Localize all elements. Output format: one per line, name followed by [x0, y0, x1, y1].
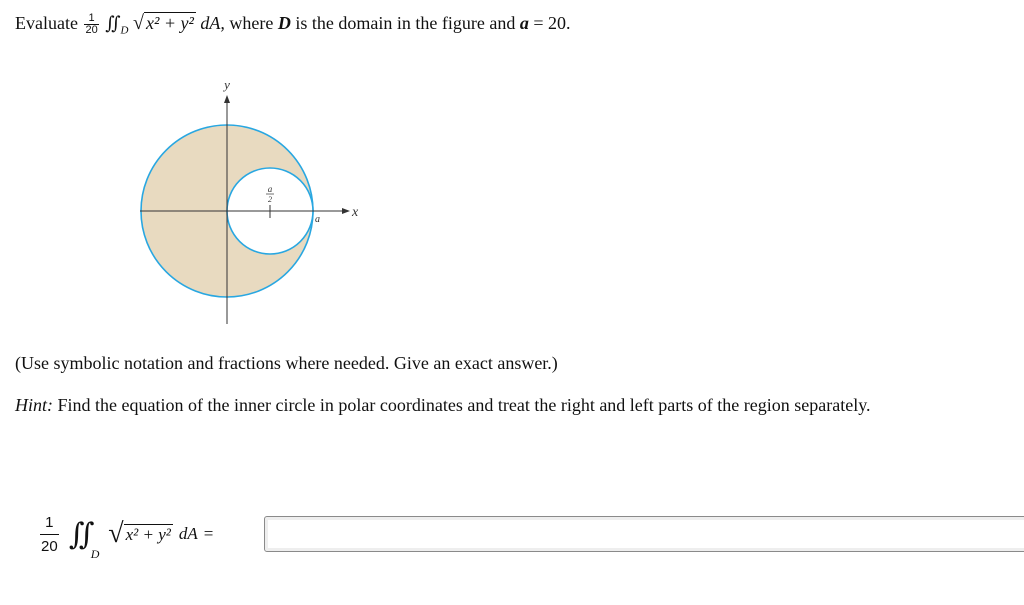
- answer-expression: [40, 508, 213, 560]
- hint: [15, 392, 871, 418]
- answer-domain-subscript: D: [90, 546, 100, 561]
- a-half-numerator: a: [267, 184, 273, 194]
- answer-equals: =: [203, 524, 214, 543]
- equals-sign: =: [533, 13, 544, 33]
- answer-fraction: [40, 515, 59, 554]
- integral-domain-subscript: D: [120, 24, 129, 37]
- hint-label: Hint:: [15, 395, 53, 415]
- domain-name: D: [277, 13, 291, 33]
- question-fraction-numerator: 1: [88, 12, 95, 25]
- answer-integrand: x² + y²: [125, 524, 171, 544]
- answer-fraction-numerator: 1: [45, 513, 54, 531]
- instructions: (Use symbolic notation and fractions where needed. Give an exact answer.): [15, 353, 558, 373]
- differential: dA,: [200, 13, 225, 33]
- answer-double-integral: [68, 517, 100, 561]
- a-half-denominator: 2: [268, 195, 272, 204]
- answer-sqrt-symbol: √: [108, 518, 124, 549]
- question-fraction-denominator: 20: [85, 24, 98, 37]
- x-axis-arrow: [342, 208, 350, 214]
- a-variable: a: [519, 13, 529, 33]
- y-axis-label: y: [224, 77, 230, 92]
- evaluate-word: Evaluate: [15, 13, 78, 33]
- double-integral-symbol: ∬: [105, 13, 121, 33]
- x-axis-label: x: [352, 205, 359, 220]
- where-word: where: [229, 13, 274, 33]
- answer-input[interactable]: [264, 516, 1024, 552]
- answer-differential: dA: [178, 524, 198, 543]
- sqrt-symbol: √: [133, 12, 144, 34]
- question-rest: is the domain in the figure and: [295, 13, 516, 33]
- question-fraction: [84, 13, 98, 36]
- hint-text: Find the equation of the inner circle in polar coordinates and treat the right and left parts of the region separately.: [57, 395, 871, 415]
- a-label: a: [315, 214, 320, 225]
- question-text: [15, 8, 571, 46]
- a-value: 20.: [548, 13, 571, 33]
- domain-figure: [130, 72, 370, 332]
- answer-fraction-denominator: 20: [40, 534, 59, 554]
- answer-integral-symbol: ∬: [68, 517, 95, 551]
- integrand: x² + y²: [145, 13, 194, 33]
- y-axis-arrow: [224, 95, 230, 103]
